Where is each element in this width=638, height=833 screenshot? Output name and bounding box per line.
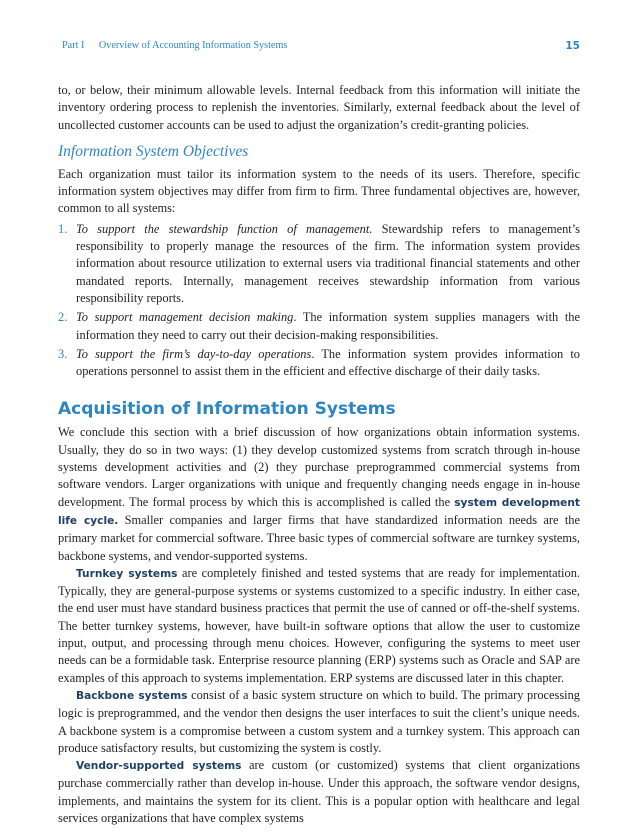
objectives-heading: Information System Objectives <box>58 142 249 160</box>
objective-lead: To support management decision making <box>76 310 294 325</box>
part-label: Part I <box>62 40 85 51</box>
intro-paragraph: to, or below, their minimum allowable levels. Internal feedback from this information will initiate the inventory ordering process to replenish the inventories. Similarly, external feedback about the level of uncollected customer accounts can be used to adjust the organization’s credit-granting policies. <box>58 83 580 132</box>
acquisition-text-after: Smaller companies and larger firms that have standardized information needs are the primary market for commercial software. Three basic types of commercial software are turnkey systems, backbone systems, and vendor-supported systems. <box>58 512 580 563</box>
acquisition-heading: Acquisition of Information Systems <box>58 399 396 420</box>
page-number: 15 <box>565 40 580 52</box>
acquisition-text-before: We conclude this section with a brief discussion of how organizations obtain information systems. Usually, they do so in two ways: (1) they develop customized systems from scratch through in-house systems development activities and (2) they purchase preprogrammed commercial systems from software vendors. Larger organizations with unique and frequently changing needs engage in in-house development. The formal process by which this is accomplished is called the <box>58 425 580 509</box>
objective-lead: To support the stewardship function of management. <box>76 221 373 236</box>
page-body <box>58 82 580 827</box>
objective-text: . The information system provides information to operations personnel to assist them in the efficient and effective discharge of their daily tasks. <box>76 346 581 379</box>
vendor-text: are custom (or customized) systems that client organizations purchase commercially rather than develop in-house. Under this approach, the software vendor designs, implements, and maintains the system for its client. This is a popular option with healthcare and legal services organizations that have complex systems <box>58 758 580 825</box>
objective-text: . The information system supplies managers with the information they need to carry out their decision-making responsibilities. <box>76 310 580 342</box>
objectives-list <box>58 221 580 381</box>
key-term-turnkey: Turnkey systems <box>76 567 178 580</box>
objective-item <box>58 346 580 381</box>
backbone-paragraph <box>58 687 580 757</box>
running-head-left <box>62 40 299 51</box>
backbone-text: consist of a basic system structure on which to build. The primary processing logic is preprogrammed, and the vendor then designs the user interfaces to suit the client’s unique needs. A backbone system is a compromise between a custom system and a turnkey system. This approach can produce satisfactory results, but customizing the system is costly. <box>58 687 580 755</box>
key-term-vendor: Vendor-supported systems <box>76 760 242 773</box>
objective-number: 3. <box>58 346 68 361</box>
turnkey-paragraph <box>58 565 580 687</box>
objective-number: 2. <box>58 310 68 325</box>
objective-number: 1. <box>58 221 68 236</box>
key-term-sdlc: system development life cycle. <box>58 496 580 527</box>
objective-lead: To support the firm’s day-to-day operations <box>76 346 312 361</box>
key-term-backbone: Backbone systems <box>76 689 188 702</box>
part-title: Overview of Accounting Information Systems <box>98 40 288 51</box>
objectives-intro: Each organization must tailor its information system to the needs of its users. Therefore, specific information system objectives may differ from firm to firm. Three fundamental objectives are, however, common to all systems: <box>58 166 580 216</box>
vendor-paragraph <box>58 757 580 827</box>
running-head <box>58 40 580 56</box>
acquisition-paragraph <box>58 424 580 564</box>
objective-item <box>58 309 580 344</box>
objective-item <box>58 221 580 307</box>
turnkey-text: are completely finished and tested systems that are ready for implementation. Typically, they are general-purpose systems or systems customized to a specific industry. In either case, the end user must have standard business practices that permit the use of canned or off-the-shelf systems. The better turnkey systems, however, have built-in software options that allow the user to customize input, output, and processing through menu choices. However, configuring the systems to meet user needs can be a formidable task. Enterprise resource planning (ERP) systems such as Oracle and SAP are examples of this approach to systems implementation. ERP systems are discussed later in this chapter. <box>58 565 580 685</box>
objective-text: Stewardship refers to management’s responsibility to properly manage the resources of the firm. The information system provides information about resource utilization to external users via traditional financial statements and other mandated reports. Internally, management receives stewardship information from various responsibility reports. <box>76 221 580 305</box>
